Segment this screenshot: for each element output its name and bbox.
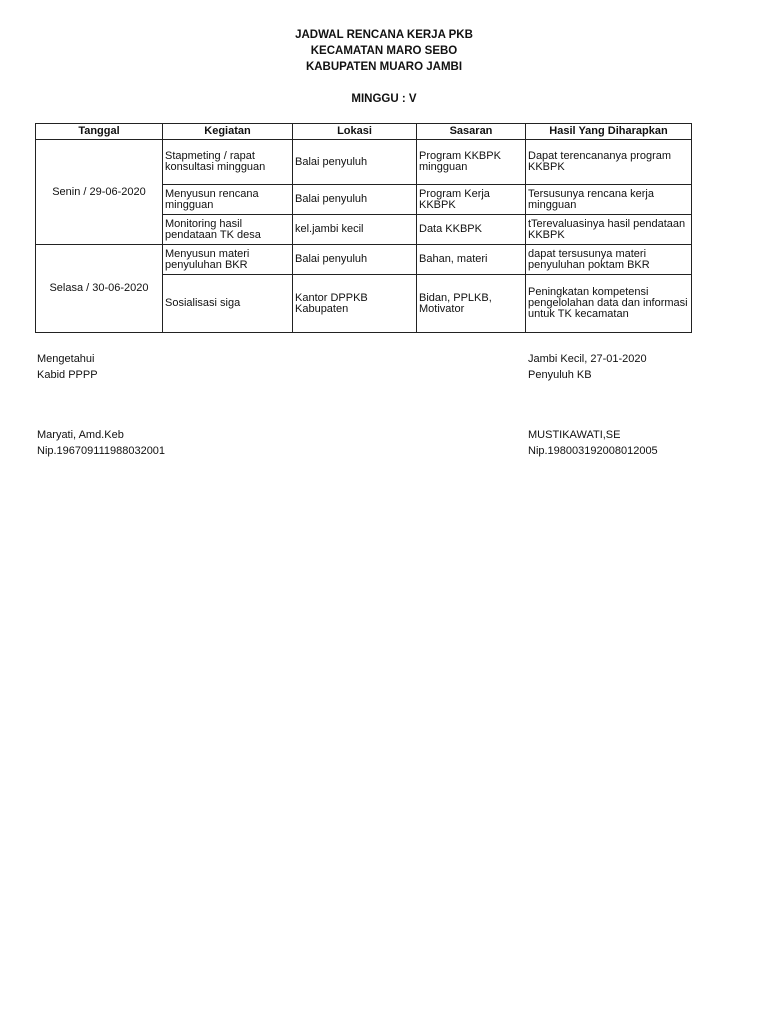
doc-subtitle-kecamatan: KECAMATAN MARO SEBO <box>310 45 458 57</box>
column-header-lokasi: Lokasi <box>293 124 417 140</box>
signature-left-name: Maryati, Amd.Keb <box>37 429 124 441</box>
sasaran-cell: Data KKBPK <box>417 215 526 245</box>
column-header-kegiatan: Kegiatan <box>163 124 293 140</box>
table-row <box>36 140 692 185</box>
hasil-cell: Dapat terencananya program KKBPK <box>526 140 692 185</box>
signature-right-nip: Nip.198003192008012005 <box>528 445 658 457</box>
hasil-cell: dapat tersusunya materi penyuluhan poktam BKR <box>526 245 692 275</box>
signature-right-position: Penyuluh KB <box>528 369 592 381</box>
sasaran-cell: Program Kerja KKBPK <box>417 185 526 215</box>
signature-left-position: Kabid PPPP <box>37 369 98 381</box>
doc-subtitle-kabupaten: KABUPATEN MUARO JAMBI <box>305 61 463 73</box>
hasil-cell: Peningkatan kompetensi pengelolahan data dan informasi untuk TK kecamatan <box>526 275 692 333</box>
lokasi-cell: Balai penyuluh <box>293 245 417 275</box>
lokasi-cell: Balai penyuluh <box>293 140 417 185</box>
week-label: MINGGU : V <box>351 93 417 105</box>
kegiatan-cell: Menyusun rencana mingguan <box>163 185 293 215</box>
kegiatan-cell: Menyusun materi penyuluhan BKR <box>163 245 293 275</box>
sasaran-cell: Program KKBPK mingguan <box>417 140 526 185</box>
column-header-hasil: Hasil Yang Diharapkan <box>526 124 692 140</box>
sasaran-cell: Bahan, materi <box>417 245 526 275</box>
kegiatan-cell: Stapmeting / rapat konsultasi mingguan <box>163 140 293 185</box>
date-cell-senin: Senin / 29-06-2020 <box>36 140 163 245</box>
table-header-row <box>36 124 692 140</box>
kegiatan-cell: Monitoring hasil pendataan TK desa <box>163 215 293 245</box>
kegiatan-cell: Sosialisasi siga <box>163 275 293 333</box>
signature-right-name: MUSTIKAWATI,SE <box>528 429 621 441</box>
hasil-cell: Tersusunya rencana kerja mingguan <box>526 185 692 215</box>
column-header-tanggal: Tanggal <box>36 124 163 140</box>
sasaran-cell: Bidan, PPLKB, Motivator <box>417 275 526 333</box>
lokasi-cell: kel.jambi kecil <box>293 215 417 245</box>
doc-title: JADWAL RENCANA KERJA PKB <box>295 29 473 41</box>
signature-left-nip: Nip.196709111988032001 <box>37 445 166 457</box>
lokasi-cell: Balai penyuluh <box>293 185 417 215</box>
lokasi-cell: Kantor DPPKB Kabupaten <box>293 275 417 333</box>
hasil-cell: tTerevaluasinya hasil pendataan KKBPK <box>526 215 692 245</box>
signature-left-label: Mengetahui <box>37 353 95 365</box>
column-header-sasaran: Sasaran <box>417 124 526 140</box>
signature-right-place-date: Jambi Kecil, 27-01-2020 <box>528 353 647 365</box>
schedule-table <box>35 123 692 333</box>
table-row <box>36 245 692 275</box>
date-cell-selasa: Selasa / 30-06-2020 <box>36 245 163 333</box>
